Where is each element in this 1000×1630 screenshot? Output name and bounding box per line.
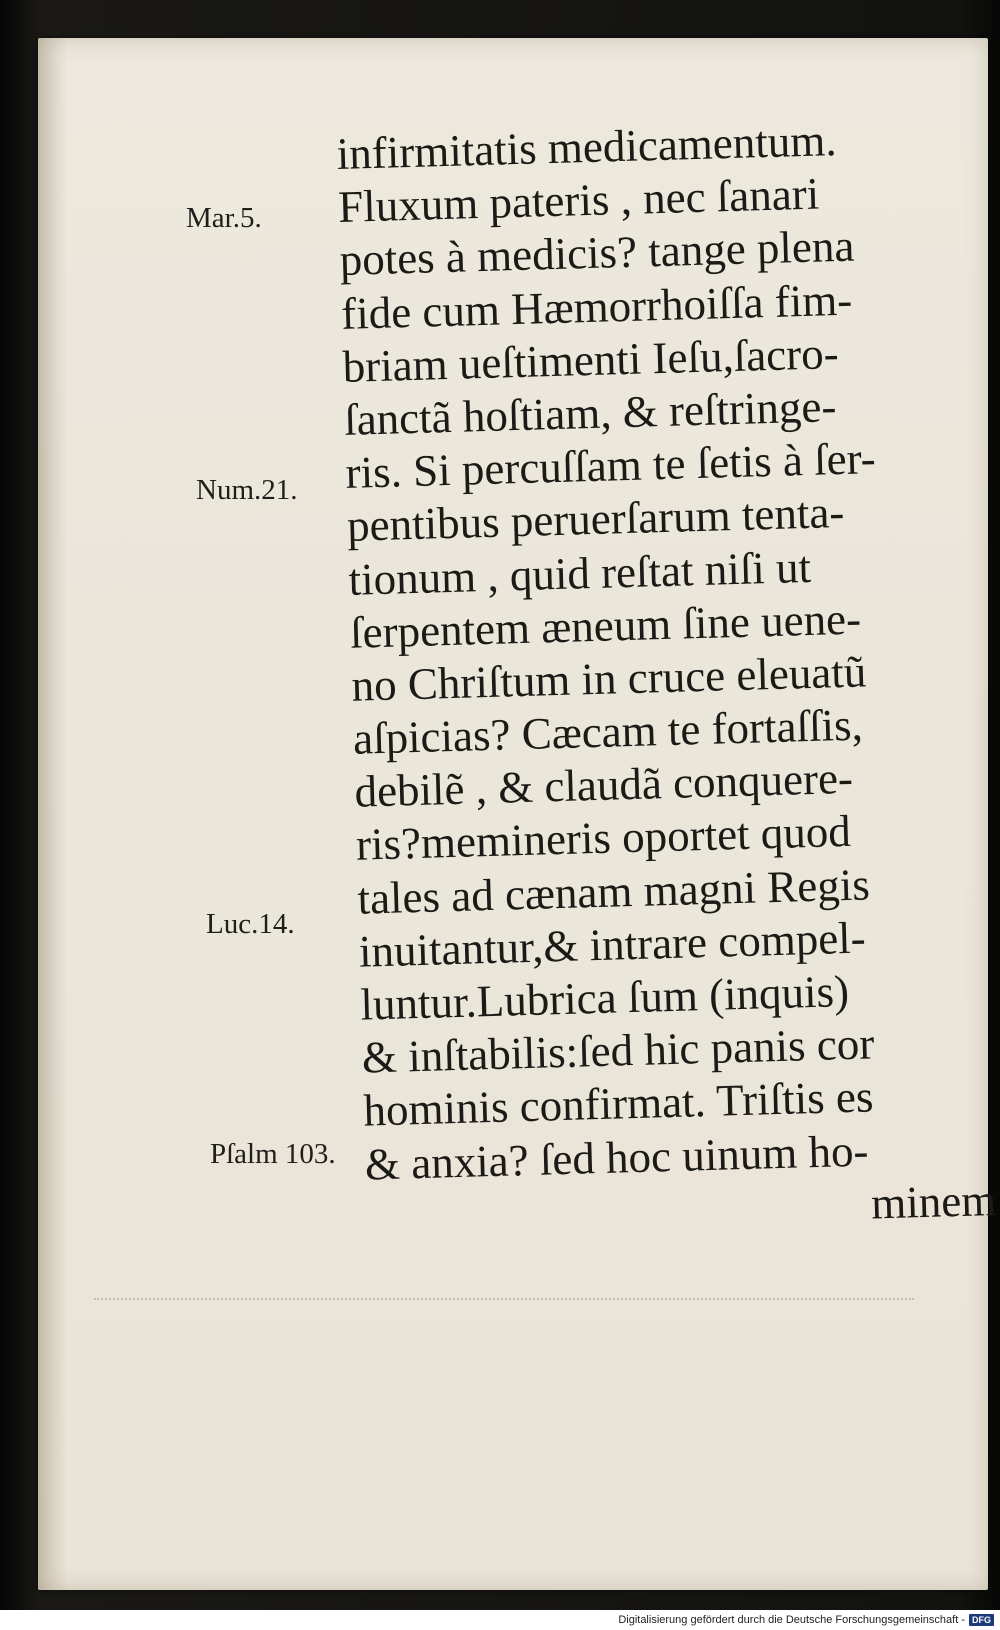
book-page <box>38 38 997 1590</box>
text-line: fide cum Hæmorrhoiſſa fim- <box>340 274 853 339</box>
text-line: ris. Si percuſſam te ſetis à ſer- <box>344 433 877 498</box>
text-line: infirmitatis medicamentum. <box>336 115 838 179</box>
text-line: briam ueſtimenti Ieſu,ſacro- <box>341 327 840 392</box>
text-line: no Chriſtum in cruce eleuatũ <box>350 646 867 711</box>
text-line: ſerpentem æneum ſine uene- <box>349 593 862 658</box>
margin-note-num: Num.21. <box>196 474 298 506</box>
margin-note-psalm: Pſalm 103. <box>210 1138 336 1170</box>
text-line: tales ad cænam magni Regis <box>356 859 871 924</box>
dfg-logo-icon: DFG <box>969 1614 994 1626</box>
text-line: ris?memineris oportet quod <box>355 806 852 871</box>
text-line: debilẽ , & claudã conquere- <box>353 753 854 817</box>
text-line: & anxia? ſed hoc uinum ho- <box>364 1125 870 1190</box>
text-line: ſanctã hoſtiam, & reſtringe- <box>343 381 837 445</box>
page-gutter-shadow <box>38 38 68 1590</box>
digitization-footer <box>0 1610 1000 1630</box>
text-line: luntur.Lubrica ſum (inquis) <box>359 966 850 1030</box>
text-line: tionum , quid reſtat niſi ut <box>347 541 812 605</box>
margin-note-luc: Luc.14. <box>206 908 295 940</box>
stitch-marks <box>94 1298 914 1300</box>
margin-note-mar: Mar.5. <box>186 202 262 234</box>
text-line: Fluxum pateris , nec ſanari <box>337 168 820 233</box>
text-line: pentibus peruerſarum tenta- <box>346 487 845 552</box>
text-line: potes à medicis? tange plena <box>338 220 856 286</box>
body-text <box>336 110 997 1244</box>
footer-credit: Digitalisierung gefördert durch die Deutsche Forschungsgemeinschaft - <box>618 1614 965 1626</box>
catchword: minem <box>870 1174 997 1229</box>
text-line: inuitantur,& intrare compel- <box>358 912 867 977</box>
text-line: hominis confirmat. Triſtis es <box>362 1071 874 1136</box>
text-line: aſpicias? Cæcam te fortaſſis, <box>352 699 864 764</box>
text-line: & inſtabilis:ſed hic panis cor <box>361 1018 875 1083</box>
